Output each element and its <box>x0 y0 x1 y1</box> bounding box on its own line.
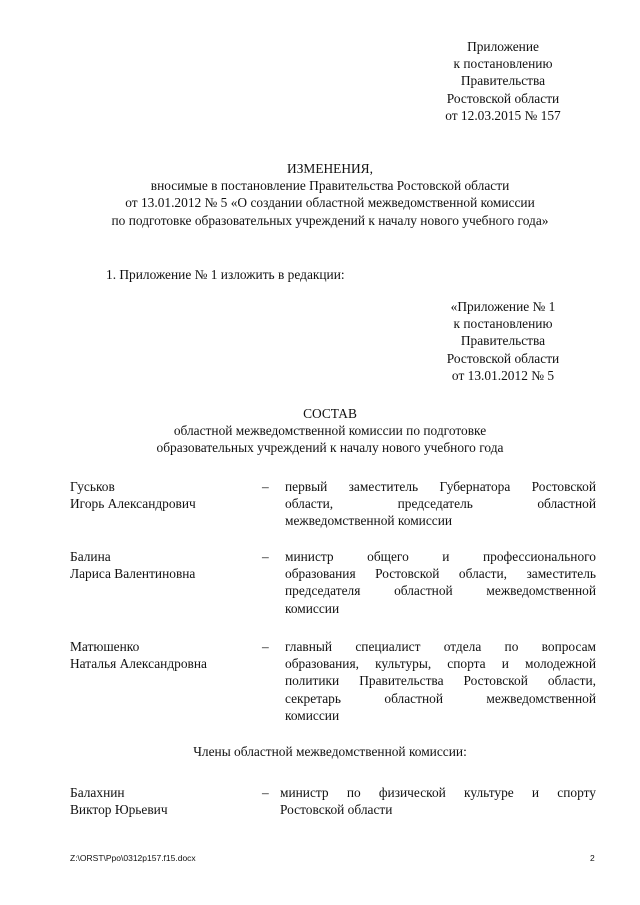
quoted-appendix-line: Правительства <box>460 333 546 349</box>
member-dash: – <box>262 639 269 654</box>
description-line: образования Ростовской области, заместитель <box>285 566 596 582</box>
quoted-appendix-header <box>418 298 588 384</box>
member-surname: Балахнин <box>70 785 125 800</box>
item-1-text: 1. Приложение № 1 изложить в редакции: <box>106 267 345 282</box>
quoted-appendix-line: «Приложение № 1 <box>450 299 556 314</box>
description-line: комиссии <box>285 707 340 723</box>
footer-page-number: 2 <box>590 853 595 863</box>
member-given-names: Наталья Александровна <box>70 656 207 672</box>
quoted-appendix-line: Ростовской области <box>446 350 560 366</box>
changes-heading: ИЗМЕНЕНИЯ, <box>287 161 373 176</box>
member-name <box>70 478 196 512</box>
description-line: главный специалист отдела по вопросам <box>285 639 596 654</box>
changes-line: по подготовке образовательных учреждений к началу нового учебного года» <box>111 212 549 228</box>
member-description <box>285 548 596 617</box>
member-description <box>285 638 596 724</box>
description-line: комиссии <box>285 600 340 616</box>
composition-title <box>40 405 620 457</box>
member-surname: Балина <box>70 549 111 564</box>
member-description <box>280 784 596 818</box>
member-dash: – <box>262 479 269 494</box>
member-surname: Матюшенко <box>70 639 140 654</box>
member-given-names: Игорь Александрович <box>70 496 196 512</box>
description-line: Ростовской области <box>280 802 393 818</box>
member-name <box>70 638 207 672</box>
changes-line: от 13.01.2012 № 5 «О создании областной межведомственной комиссии <box>125 195 535 211</box>
member-description <box>285 478 596 530</box>
member-name <box>70 784 168 818</box>
description-line: области, председатель областной <box>285 496 596 512</box>
members-heading: Члены областной межведомственной комиссии: <box>193 744 467 759</box>
description-line: политики Правительства Ростовской области, <box>285 673 596 689</box>
appendix-header-line: к постановлению <box>453 56 553 72</box>
description-line: межведомственной комиссии <box>285 513 453 529</box>
composition-line: областной межведомственной комиссии по подготовке <box>173 423 487 439</box>
quoted-appendix-line: от 13.01.2012 № 5 <box>451 367 555 383</box>
description-line: министр по физической культуре и спорту <box>280 785 596 800</box>
appendix-header-line: Правительства <box>460 73 546 89</box>
composition-line: образовательных учреждений к началу нового учебного года <box>156 440 504 456</box>
member-surname: Гуськов <box>70 479 115 494</box>
description-line: секретарь областной межведомственной <box>285 690 596 706</box>
description-line: председателя областной межведомственной <box>285 583 596 599</box>
footer-file-path: Z:\ORST\Ppo\0312p157.f15.docx <box>70 853 196 863</box>
changes-line: вносимые в постановление Правительства Ростовской области <box>150 178 510 194</box>
appendix-header <box>418 38 588 124</box>
appendix-header-line: Приложение <box>467 39 539 54</box>
description-line: первый заместитель Губернатора Ростовской <box>285 479 596 494</box>
quoted-appendix-line: к постановлению <box>453 316 553 332</box>
member-name <box>70 548 195 582</box>
member-given-names: Виктор Юрьевич <box>70 802 168 818</box>
appendix-header-line: Ростовской области <box>446 90 560 106</box>
appendix-header-line: от 12.03.2015 № 157 <box>445 107 561 123</box>
member-dash: – <box>262 549 269 564</box>
changes-title <box>40 160 620 229</box>
member-given-names: Лариса Валентиновна <box>70 566 196 582</box>
composition-heading: СОСТАВ <box>303 406 357 421</box>
member-dash: – <box>262 785 269 800</box>
description-line: министр общего и профессионального <box>285 549 596 564</box>
description-line: образования, культуры, спорта и молодежной <box>285 656 596 672</box>
